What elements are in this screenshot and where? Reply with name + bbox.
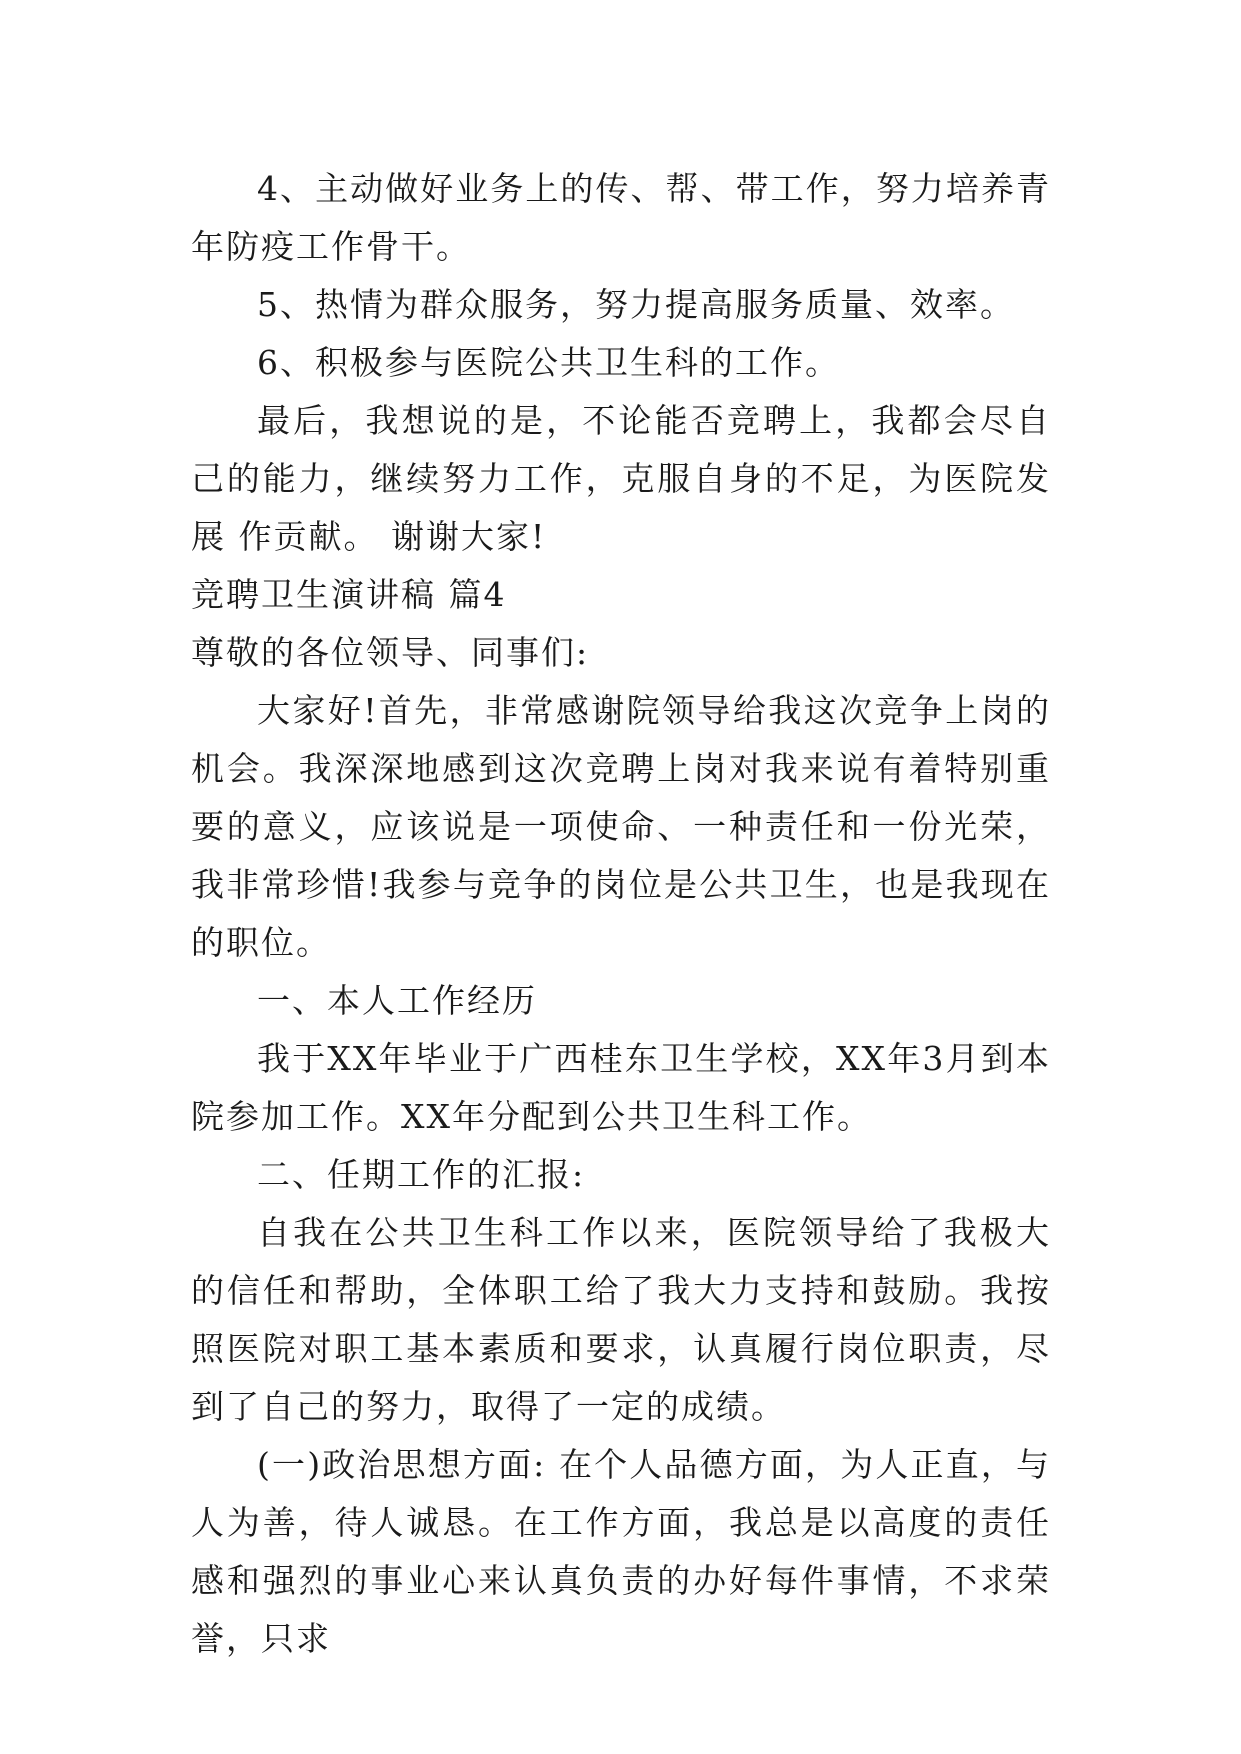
- term-report-paragraph: 自我在公共卫生科工作以来，医院领导给了我极大的信任和帮助，全体职工给了我大力支持和鼓励。我按照医院对职工基本素质和要求，认真履行岗位职责，尽到了自己的努力，取得了一定的成绩。: [191, 1213, 1051, 1426]
- subheading-work-history: 一、本人工作经历: [257, 981, 537, 1020]
- paragraph-item-6: 6、积极参与医院公共卫生科的工作。: [257, 343, 840, 382]
- political-thought-paragraph: (一)政治思想方面: 在个人品德方面，为人正直，与人为善，待人诚恳。在工作方面，我总是以高度的责任感和强烈的事业心来认真负责的办好每件事情，不求荣誉，只求: [191, 1445, 1051, 1658]
- salutation: 尊敬的各位领导、同事们:: [191, 633, 590, 672]
- paragraph-item-4: 4、主动做好业务上的传、帮、带工作，努力培养青年防疫工作骨干。: [191, 169, 1051, 266]
- paragraph-item-5: 5、热情为群众服务，努力提高服务质量、效率。: [257, 285, 1015, 324]
- subheading-term-report: 二、任期工作的汇报:: [257, 1155, 586, 1194]
- section-title: 竞聘卫生演讲稿 篇4: [191, 575, 507, 614]
- document-body: [191, 160, 1051, 1668]
- closing-paragraph: 最后，我想说的是，不论能否竞聘上，我都会尽自己的能力，继续努力工作，克服自身的不足，为医院发展 作贡献。 谢谢大家!: [191, 401, 1051, 556]
- opening-paragraph: 大家好!首先，非常感谢院领导给我这次竞争上岗的机会。我深深地感到这次竞聘上岗对我来说有着特别重要的意义，应该说是一项使命、一种责任和一份光荣，我非常珍惜!我参与竞争的岗位是公共卫生，也是我现在的职位。: [191, 691, 1051, 962]
- work-history-paragraph: 我于XX年毕业于广西桂东卫生学校，XX年3月到本院参加工作。XX年分配到公共卫生科工作。: [191, 1039, 1051, 1136]
